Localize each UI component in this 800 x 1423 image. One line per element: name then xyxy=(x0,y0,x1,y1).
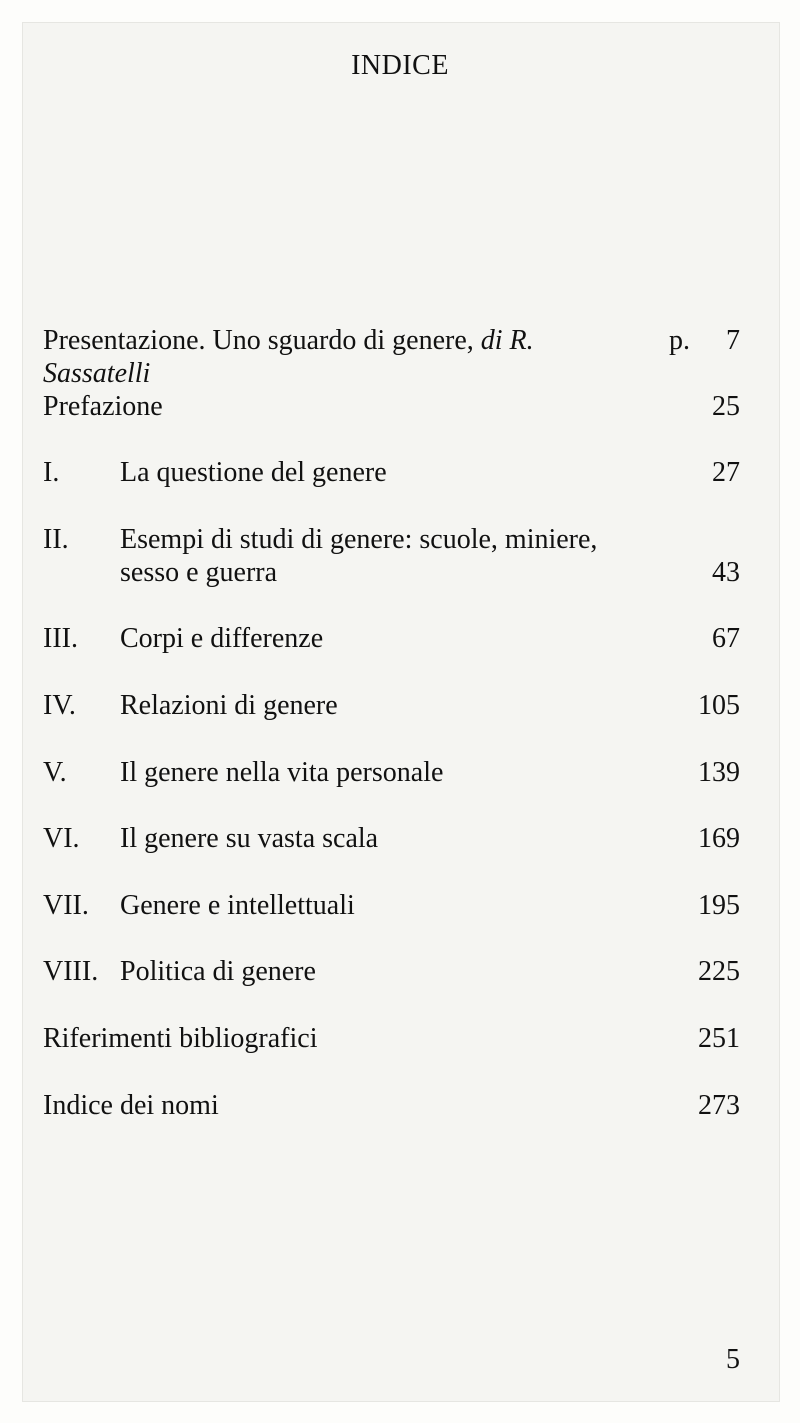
toc-entry-page: 43 xyxy=(712,557,740,588)
toc-entry-chapter-3 xyxy=(43,622,740,655)
toc-entry-title: Riferimenti bibliografici xyxy=(43,1023,318,1054)
toc-entry-title: Corpi e differenze xyxy=(120,623,324,654)
toc-entry-title: Presentazione. Uno sguardo di genere, xyxy=(43,325,481,356)
toc-entry-title: Genere e intellettuali xyxy=(120,890,355,921)
chapter-number: VIII. xyxy=(43,956,99,987)
toc-entry-title: Prefazione xyxy=(43,391,163,422)
toc-entry-chapter-4 xyxy=(43,689,740,722)
toc-entry-page: 169 xyxy=(698,823,740,854)
toc-entry-title: Indice dei nomi xyxy=(43,1090,219,1121)
toc-entry-author: di R. Sassatelli xyxy=(43,325,534,389)
toc-entry-title: Il genere nella vita personale xyxy=(120,757,444,788)
toc-entry-page: 105 xyxy=(698,690,740,721)
toc-entry-page: 251 xyxy=(698,1023,740,1054)
toc-entry-page: 7 xyxy=(726,325,740,356)
toc-entry-riferimenti xyxy=(43,1022,740,1055)
toc-entry-page: 195 xyxy=(698,890,740,921)
toc-entry-title-line1: Esempi di studi di genere: scuole, miniere, xyxy=(120,524,598,555)
toc-entry-chapter-7 xyxy=(43,889,740,922)
toc-entry-prefazione xyxy=(43,390,740,423)
toc-entry-title: Relazioni di genere xyxy=(120,690,338,721)
toc-entry-chapter-6 xyxy=(43,822,740,855)
toc-entry-indice-nomi xyxy=(43,1089,740,1122)
chapter-number: II. xyxy=(43,524,69,555)
page-prefix: p. xyxy=(669,325,690,356)
toc-entry-title: Il genere su vasta scala xyxy=(120,823,379,854)
toc-entry-page: 25 xyxy=(712,391,740,422)
chapter-number: VII. xyxy=(43,890,89,921)
chapter-number: I. xyxy=(43,457,60,488)
chapter-number: V. xyxy=(43,757,67,788)
toc-entry-chapter-5 xyxy=(43,756,740,789)
toc-entry-chapter-1 xyxy=(43,456,740,489)
toc-entry-title-line2: sesso e guerra xyxy=(120,557,278,588)
toc-entry-page: 273 xyxy=(698,1090,740,1121)
toc-entry-title: La questione del genere xyxy=(120,457,387,488)
chapter-number: VI. xyxy=(43,823,80,854)
page-title: INDICE xyxy=(351,50,449,81)
toc-entry-chapter-8 xyxy=(43,955,740,988)
toc-entry-page: 67 xyxy=(712,623,740,654)
toc-entry-page: 27 xyxy=(712,457,740,488)
chapter-number: IV. xyxy=(43,690,76,721)
toc-entry-page: 139 xyxy=(698,757,740,788)
toc-entry-page: 225 xyxy=(698,956,740,987)
chapter-number: III. xyxy=(43,623,78,654)
toc-entry-presentazione xyxy=(43,324,740,389)
toc-entry-title: Politica di genere xyxy=(120,956,316,987)
toc-entry-chapter-2 xyxy=(43,523,740,589)
page-number: 5 xyxy=(726,1344,740,1375)
